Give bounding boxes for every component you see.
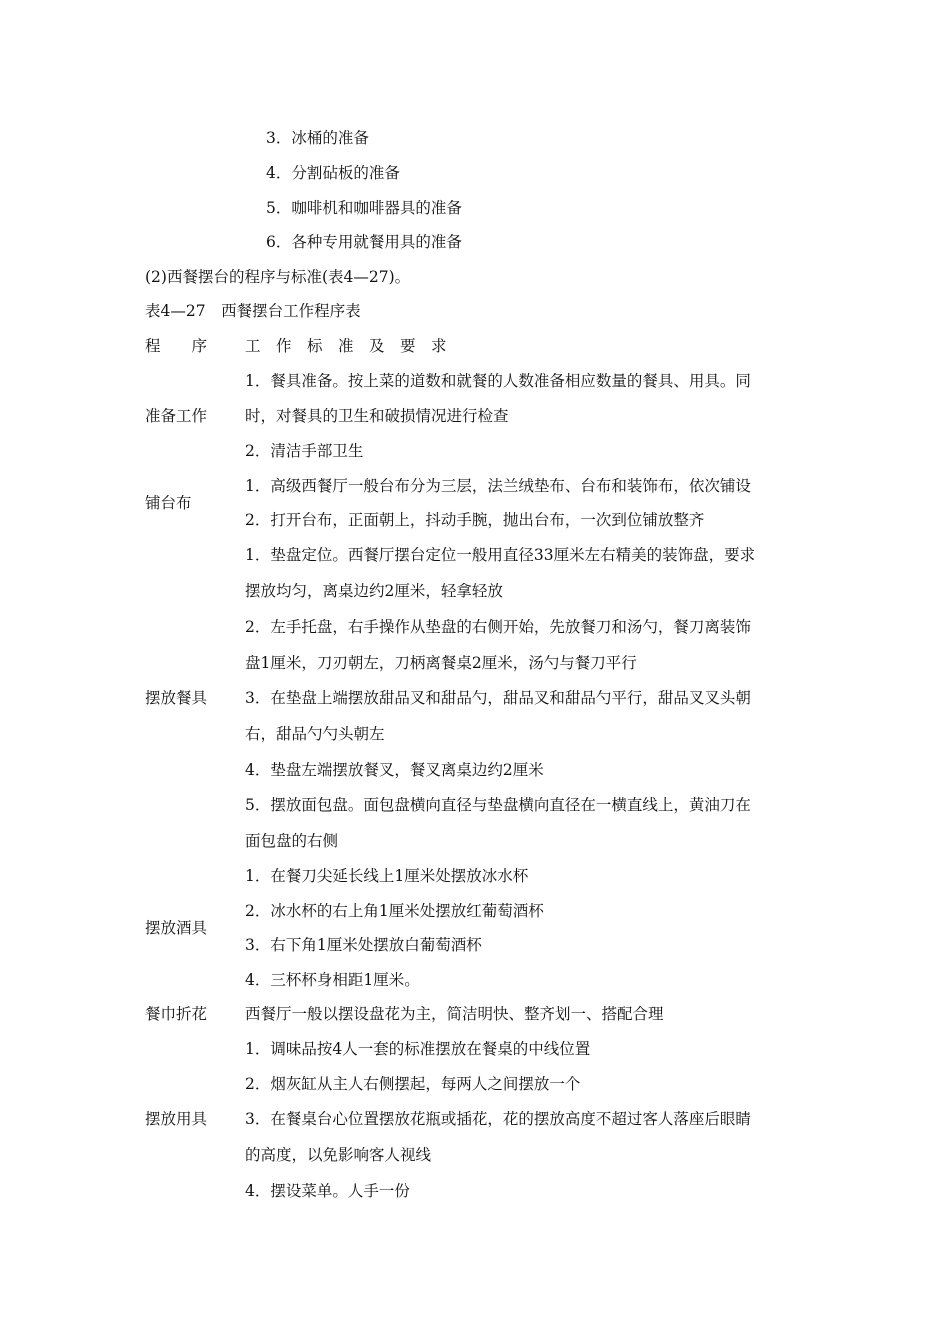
table-header-requirements: 工 作 标 准 及 要 求: [245, 337, 447, 355]
row-text-line: 盘1厘米，刀刃朝左，刀柄离餐桌2厘米，汤勺与餐刀平行: [245, 654, 637, 672]
row-text-line: 时，对餐具的卫生和破损情况进行检查: [245, 407, 509, 425]
row-step-label: 准备工作: [145, 407, 208, 425]
row-text-line: 3．在餐桌台心位置摆放花瓶或插花，花的摆放高度不超过客人落座后眼睛: [245, 1110, 751, 1128]
row-text-line: 1．高级西餐厅一般台布分为三层，法兰绒垫布、台布和装饰布，依次铺设: [245, 477, 751, 495]
row-text-line: 5．摆放面包盘。面包盘横向直径与垫盘横向直径在一横直线上，黄油刀在: [245, 796, 751, 814]
row-step-label: 摆放餐具: [145, 689, 208, 707]
prep-item: 3．冰桶的准备: [266, 129, 369, 147]
row-step-label: 摆放酒具: [145, 919, 208, 937]
row-step-label: 铺台布: [145, 494, 192, 512]
row-text-line: 面包盘的右侧: [245, 832, 339, 850]
row-text-line: 4．三杯杯身相距1厘米。: [245, 971, 420, 989]
row-text-line: 4．摆设菜单。人手一份: [245, 1182, 410, 1200]
row-step-label: 摆放用具: [145, 1110, 208, 1128]
row-text-line: 3．在垫盘上端摆放甜品叉和甜品勺，甜品叉和甜品勺平行，甜品叉叉头朝: [245, 689, 751, 707]
row-text-line: 1．调味品按4人一套的标准摆放在餐桌的中线位置: [245, 1040, 591, 1058]
row-step-label: 餐巾折花: [145, 1005, 208, 1023]
row-text-line: 2．冰水杯的右上角1厘米处摆放红葡萄酒杯: [245, 902, 544, 920]
row-text-line: 的高度，以免影响客人视线: [245, 1146, 432, 1164]
row-text-line: 2．左手托盘，右手操作从垫盘的右侧开始，先放餐刀和汤勺，餐刀离装饰: [245, 618, 751, 636]
row-text-line: 1．餐具准备。按上菜的道数和就餐的人数准备相应数量的餐具、用具。同: [245, 372, 751, 390]
row-text-line: 2．清洁手部卫生: [245, 442, 364, 460]
section-heading: (2)西餐摆台的程序与标准(表4—27)。: [145, 268, 411, 286]
prep-item: 6．各种专用就餐用具的准备: [266, 233, 462, 251]
row-text-line: 2．打开台布，正面朝上，抖动手腕，抛出台布，一次到位铺放整齐: [245, 511, 705, 529]
row-text-line: 3．右下角1厘米处摆放白葡萄酒杯: [245, 936, 482, 954]
row-text-line: 1．垫盘定位。西餐厅摆台定位一般用直径33厘米左右精美的装饰盘，要求: [245, 546, 756, 564]
table-caption: 表4—27 西餐摆台工作程序表: [145, 302, 361, 320]
row-text-line: 西餐厅一般以摆设盘花为主，简洁明快、整齐划一、搭配合理: [245, 1005, 664, 1023]
row-text-line: 1．在餐刀尖延长线上1厘米处摆放冰水杯: [245, 867, 529, 885]
table-header-step: 程 序: [145, 337, 208, 355]
row-text-line: 4．垫盘左端摆放餐叉，餐叉离桌边约2厘米: [245, 761, 544, 779]
row-text-line: 右，甜品勺勺头朝左: [245, 725, 385, 743]
prep-item: 5．咖啡机和咖啡器具的准备: [266, 199, 462, 217]
row-text-line: 2．烟灰缸从主人右侧摆起，每两人之间摆放一个: [245, 1075, 581, 1093]
prep-item: 4．分割砧板的准备: [266, 164, 400, 182]
row-text-line: 摆放均匀，离桌边约2厘米，轻拿轻放: [245, 582, 503, 600]
